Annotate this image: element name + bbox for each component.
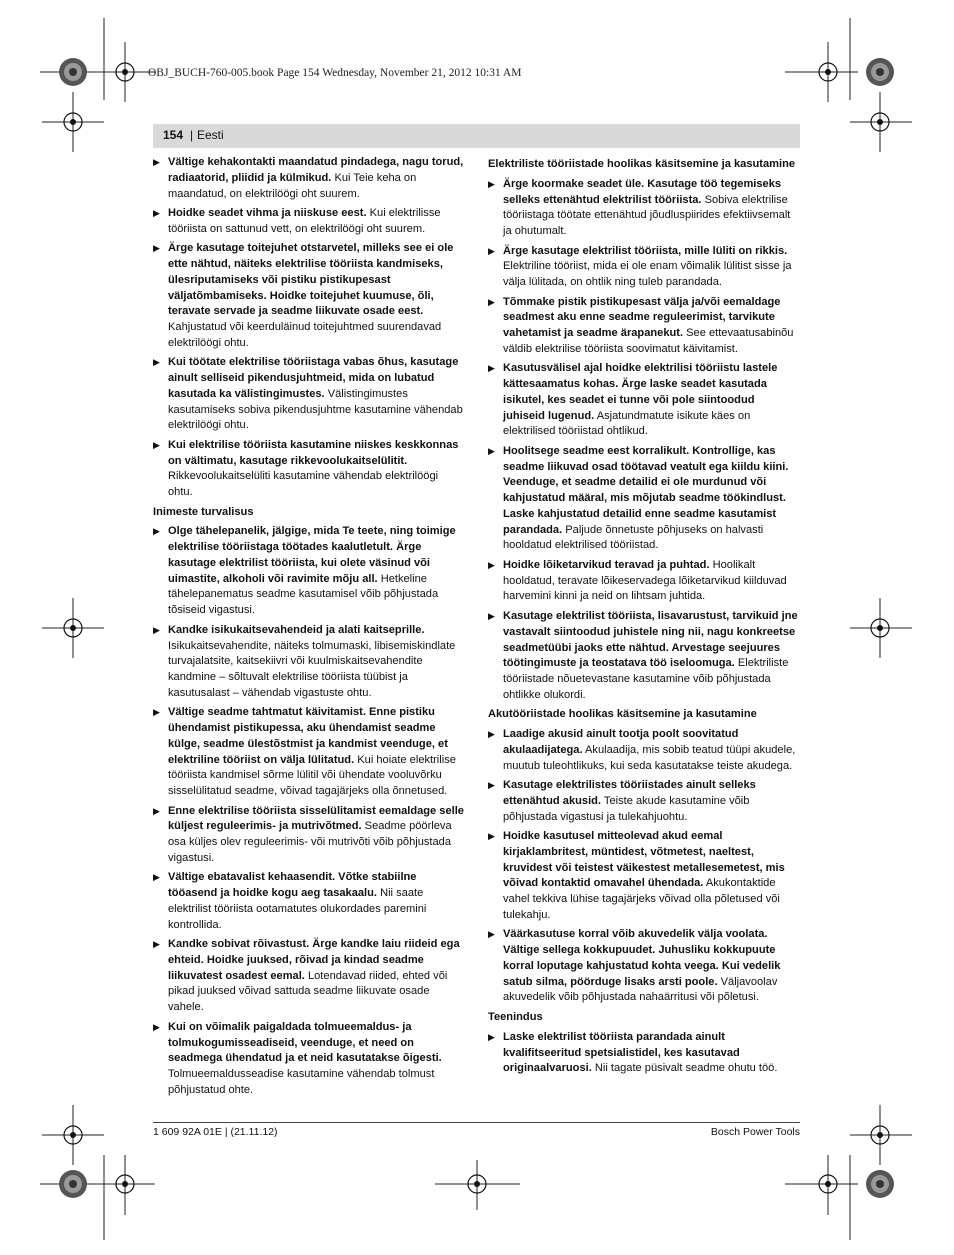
page-number: 154 bbox=[163, 128, 184, 142]
instruction-item bbox=[488, 361, 799, 440]
bullet-triangle-icon: ▶ bbox=[153, 624, 160, 635]
item-explanation: Tolmueemaldusseadise kasutamine vähendab tolmust põhjustatud ohte. bbox=[168, 1068, 435, 1096]
item-explanation: Rikkevoolukaitselüliti kasutamine vähendab elektrilöögi ohtu. bbox=[168, 470, 439, 499]
bullet-triangle-icon: ▶ bbox=[153, 805, 160, 816]
item-warning: Hoidke lõiketarvikud teravad ja puhtad. bbox=[503, 558, 710, 571]
item-warning: Kasutage elektrilistes tööriistades ainult selleks ettenähtud akusid. bbox=[503, 779, 756, 807]
item-warning: Ärge kasutage elektrilist tööriista, mille lüliti on rikkis. bbox=[503, 244, 788, 257]
item-explanation: Lotendavad riided, ehted või pikad juuksed võivad sattuda seadme liikuvate osade vahele. bbox=[168, 969, 448, 1014]
instruction-item bbox=[153, 705, 464, 800]
instruction-item bbox=[153, 155, 464, 202]
item-warning: Olge tähelepanelik, jälgige, mida Te teete, ning toimige elektrilise tööriistaga töötades kaalutletult. Ärge kasutage elektrilist tööriista, kui olete väsinud või uimastite, alkoholi või ravimite mõju all. bbox=[168, 525, 456, 585]
instruction-item bbox=[153, 623, 464, 702]
instruction-item bbox=[488, 177, 799, 240]
item-explanation: Hetkeline tähelepanematus seadme kasutamisel võib põhjustada tõsiseid vigastusi. bbox=[168, 572, 439, 617]
bullet-triangle-icon: ▶ bbox=[153, 872, 160, 883]
item-explanation: Hoolikalt hooldatud, teravate lõikeservadega lõiketarvikud kiilduvad harvemini kinni ja neid on lihtsam juhtida. bbox=[503, 558, 787, 603]
item-warning: Laadige akusid ainult tootja poolt soovitatud akulaadijatega. bbox=[503, 728, 739, 756]
item-warning: Kandke sobivat rõivastust. Ärge kandke laiu riideid ega ehteid. Hoidke juuksed, rõivad ja kindad seadme liikuvatest osadest eemal. bbox=[168, 938, 460, 982]
bullet-triangle-icon: ▶ bbox=[488, 1031, 495, 1042]
instruction-item bbox=[488, 727, 799, 774]
item-explanation: See ettevaatusabinõu väldib elektrilise tööriista soovimatut käivitamist. bbox=[503, 327, 794, 355]
bullet-triangle-icon: ▶ bbox=[153, 357, 160, 368]
bullet-triangle-icon: ▶ bbox=[153, 526, 160, 537]
item-explanation: Nii saate elektrilist tööriista ootamatutes olukordades paremini kontrollida. bbox=[168, 887, 427, 931]
bullet-triangle-icon: ▶ bbox=[488, 363, 495, 374]
instruction-item bbox=[488, 1030, 799, 1077]
page-header-separator: | bbox=[190, 128, 194, 142]
bullet-triangle-icon: ▶ bbox=[153, 208, 160, 219]
bullet-triangle-icon: ▶ bbox=[488, 831, 495, 842]
instruction-item bbox=[153, 241, 464, 351]
item-warning: Kui on võimalik paigaldada tolmueemaldus- ja tolmukogumisseadiseid, veenduge, et need on seadmega ühendatud ja et neid kasutatakse õigesti. bbox=[168, 1020, 442, 1065]
left-column bbox=[153, 155, 464, 1102]
item-warning: Hoolitsege seadme eest korralikult. Kontrollige, kas seadme liikuvad osad töötavad veatult ega kiildu kiini. Veenduge, et seadme detailid ei ole murdunud või kahjustatud määral, mis mõjutab seadme töökindlust. Laske kahjustatud detailid enne seadme kasutamist parandada. bbox=[503, 444, 789, 536]
item-explanation: Paljude õnnetuste põhjuseks on halvasti hooldatud elektrilised tööriistad. bbox=[503, 523, 764, 552]
section-heading: Teenindus bbox=[488, 1011, 543, 1024]
bullet-triangle-icon: ▶ bbox=[488, 178, 495, 189]
bullet-triangle-icon: ▶ bbox=[153, 1021, 160, 1032]
item-warning: Vältige seadme tahtmatut käivitamist. Enne pistiku ühendamist pistikupessa, aku ühendamist seadme külge, seadme ülestõstmist ja kandmist veenduge, et elektriline tööriist on välja lülitatud. bbox=[168, 706, 448, 766]
item-explanation: Kui Teie keha on maandatud, on elektrilöögi oht suurem. bbox=[168, 171, 417, 200]
item-explanation: Välistingimustes kasutamiseks sobiva pikendusjuhtme kasutamine vähendab elektrilöögi ohtu. bbox=[168, 387, 463, 432]
footer-rule bbox=[153, 1122, 800, 1123]
item-warning: Vältige kehakontakti maandatud pindadega, nagu torud, radiaatorid, pliidid ja külmikud. bbox=[168, 156, 464, 184]
item-explanation: Väljavoolav akuvedelik võib põhjustada nahaärritusi või põletusi. bbox=[503, 975, 778, 1004]
instruction-item bbox=[488, 829, 799, 924]
bullet-triangle-icon: ▶ bbox=[488, 780, 495, 791]
instruction-item bbox=[488, 295, 799, 358]
instruction-item bbox=[153, 438, 464, 501]
item-warning: Laske elektrilist tööriista parandada ainult kvalifitseeritud spetsialistidel, kes kasutavad originaalvaruosi. bbox=[503, 1030, 740, 1075]
bullet-triangle-icon: ▶ bbox=[153, 707, 160, 718]
instruction-item bbox=[153, 355, 464, 434]
item-explanation: Akulaadija, mis sobib teatud tüüpi akudele, muutub tuleohtlikuks, kui seda kasutatakse teiste akudega. bbox=[503, 743, 796, 772]
item-warning: Enne elektrilise tööriista sisselülitamist eemaldage selle küljest reguleerimis- ja mutrivõtmed. bbox=[168, 804, 464, 833]
print-header: OBJ_BUCH-760-005.book Page 154 Wednesday, November 21, 2012 10:31 AM bbox=[148, 67, 522, 79]
instruction-item bbox=[488, 609, 799, 704]
item-explanation: Asjatundmatute isikute käes on elektrilised tööriistad ohtlikud. bbox=[503, 409, 751, 438]
instruction-item bbox=[153, 804, 464, 867]
item-explanation: Isikukaitsevahendite, näiteks tolmumaski, libisemiskindlate turvajalatsite, kaitsekiivri või kuulmiskaitsevahendite kandmine – sõltuvalt elektrilise tööriista tüübist ja kasutusalast – vähendab vigastuste ohtu. bbox=[168, 639, 456, 699]
item-explanation: Kui elektrilisse tööriista on sattunud vett, on elektrilöögi oht suurem. bbox=[168, 207, 441, 235]
page-language: Eesti bbox=[197, 128, 224, 142]
item-explanation: Akukontaktide vahel tekkiva lühise tagajärjeks võivad olla põletused või tulekahju. bbox=[503, 877, 780, 921]
item-warning: Hoidke seadet vihma ja niiskuse eest. bbox=[168, 207, 367, 220]
instruction-item bbox=[488, 778, 799, 825]
item-explanation: Nii tagate püsivalt seadme ohutu töö. bbox=[591, 1062, 778, 1075]
section-heading: Akutööriistade hoolikas käsitsemine ja kasutamine bbox=[488, 708, 757, 721]
right-column bbox=[488, 155, 799, 1081]
item-warning: Väärkasutuse korral võib akuvedelik välja voolata. Vältige sellega kokkupuudet. Juhusliku kokkupuute korral loputage kahjustatud kohta veega. Kui vedelik satub silma, pöörduge lisaks arsti poole. bbox=[503, 928, 781, 988]
item-warning: Vältige ebatavalist kehaasendit. Võtke stabiilne tööasend ja hoidke kogu aeg tasakaalu. bbox=[168, 871, 417, 900]
bullet-triangle-icon: ▶ bbox=[488, 729, 495, 740]
instruction-item bbox=[488, 444, 799, 554]
instruction-item bbox=[153, 937, 464, 1016]
footer-document-code: 1 609 92A 01E | (21.11.12) bbox=[153, 1126, 278, 1138]
bullet-triangle-icon: ▶ bbox=[153, 243, 160, 254]
item-explanation: Teiste akude kasutamine võib põhjustada vigastusi ja tulekahjuohtu. bbox=[503, 794, 750, 823]
bullet-triangle-icon: ▶ bbox=[153, 939, 160, 950]
bullet-triangle-icon: ▶ bbox=[488, 245, 495, 256]
section-heading: Inimeste turvalisus bbox=[153, 505, 254, 518]
item-warning: Kui elektrilise tööriista kasutamine niiskes keskkonnas on vältimatu, kasutage rikkevoolukaitselülitit. bbox=[168, 438, 459, 467]
item-explanation: Elektriline tööriist, mida ei ole enam võimalik lülitist sisse ja välja lülitada, on ohtlik ning tuleb parandada. bbox=[503, 260, 792, 289]
item-explanation: Kui hoiate elektrilise tööriista kandmisel sõrme lülitil või ühendate vooluvõrku sisselülitatud seadme, võivad tagajärjeks olla õnnetused. bbox=[168, 753, 456, 798]
item-warning: Ärge kasutage toitejuhet otstarvetel, milleks see ei ole ette nähtud, näiteks elektrilise tööriista kandmiseks, ülesriputamiseks või pistiku pistikupesast väljatõmbamiseks. Hoidke toitejuhet kuumuse, õli, teravate servade ja seadme liikuvate osade eest. bbox=[168, 242, 454, 318]
item-warning: Hoidke kasutusel mitteolevad akud eemal kirjaklambritest, müntidest, võtmetest, naeltest, kruvidest või teistest väikestest metallesemetest, mis võivad kontaktid omavahel ühendada. bbox=[503, 830, 785, 890]
instruction-item bbox=[153, 206, 464, 238]
item-warning: Kui töötate elektrilise tööriistaga vabas õhus, kasutage ainult selliseid pikendusjuhtmeid, mida on lubatud kasutada ka välistingimustes. bbox=[168, 356, 459, 400]
item-warning: Ärge koormake seadet üle. Kasutage töö tegemiseks selleks ettenähtud elektrilist tööriista. bbox=[503, 177, 782, 206]
instruction-item bbox=[153, 524, 464, 619]
instruction-item bbox=[153, 1020, 464, 1099]
bullet-triangle-icon: ▶ bbox=[488, 296, 495, 307]
item-warning: Kasutage elektrilist tööriista, lisavarustust, tarvikuid jne vastavalt siintoodud juhistele ning nii, nagu konkreetse seadmetüübi jaoks ette nähtud. Arvestage seejuures töötingimuste ja teostatava töö iseloomuga. bbox=[503, 610, 798, 670]
instruction-item bbox=[488, 927, 799, 1006]
item-explanation: Sobiva elektrilise tööriistaga töötate ettenähtud jõudluspiirides efektiivsemalt ja ohutumalt. bbox=[503, 193, 791, 237]
instruction-item bbox=[488, 558, 799, 605]
bullet-triangle-icon: ▶ bbox=[488, 445, 495, 456]
item-warning: Kandke isikukaitsevahendeid ja alati kaitseprille. bbox=[168, 623, 425, 636]
instruction-item bbox=[488, 244, 799, 291]
bullet-triangle-icon: ▶ bbox=[488, 559, 495, 570]
bullet-triangle-icon: ▶ bbox=[153, 157, 160, 167]
item-explanation: Kahjustatud või keerduläinud toitejuhtmed suurendavad elektrilöögi ohtu. bbox=[168, 321, 442, 349]
page-header-bar bbox=[153, 124, 800, 148]
bullet-triangle-icon: ▶ bbox=[488, 611, 495, 622]
item-explanation: Seadme pöörleva osa küljes olev reguleerimis- või mutrivõti võib põhjustada vigastusi. bbox=[168, 820, 452, 864]
footer-brand: Bosch Power Tools bbox=[710, 1126, 800, 1138]
item-warning: Kasutusvälisel ajal hoidke elektrilisi tööriistu lastele kättesaamatus kohas. Ärge laske seadet kasutada isikutel, kes seadet ei tunne või pole siintoodud juhiseid lugenud. bbox=[503, 362, 778, 422]
item-explanation: Elektriliste tööriistade nõuetevastane kasutamine võib põhjustada ohtlikke olukordi. bbox=[503, 657, 789, 701]
instruction-item bbox=[153, 870, 464, 933]
item-warning: Tõmmake pistik pistikupesast välja ja/või eemaldage seadmest aku enne seadme reguleerimist, tarvikute vahetamist ja seadme ärapanekut. bbox=[503, 295, 781, 340]
bullet-triangle-icon: ▶ bbox=[488, 929, 495, 940]
bullet-triangle-icon: ▶ bbox=[153, 439, 160, 450]
section-heading: Elektriliste tööriistade hoolikas käsitsemine ja kasutamine bbox=[488, 158, 796, 170]
